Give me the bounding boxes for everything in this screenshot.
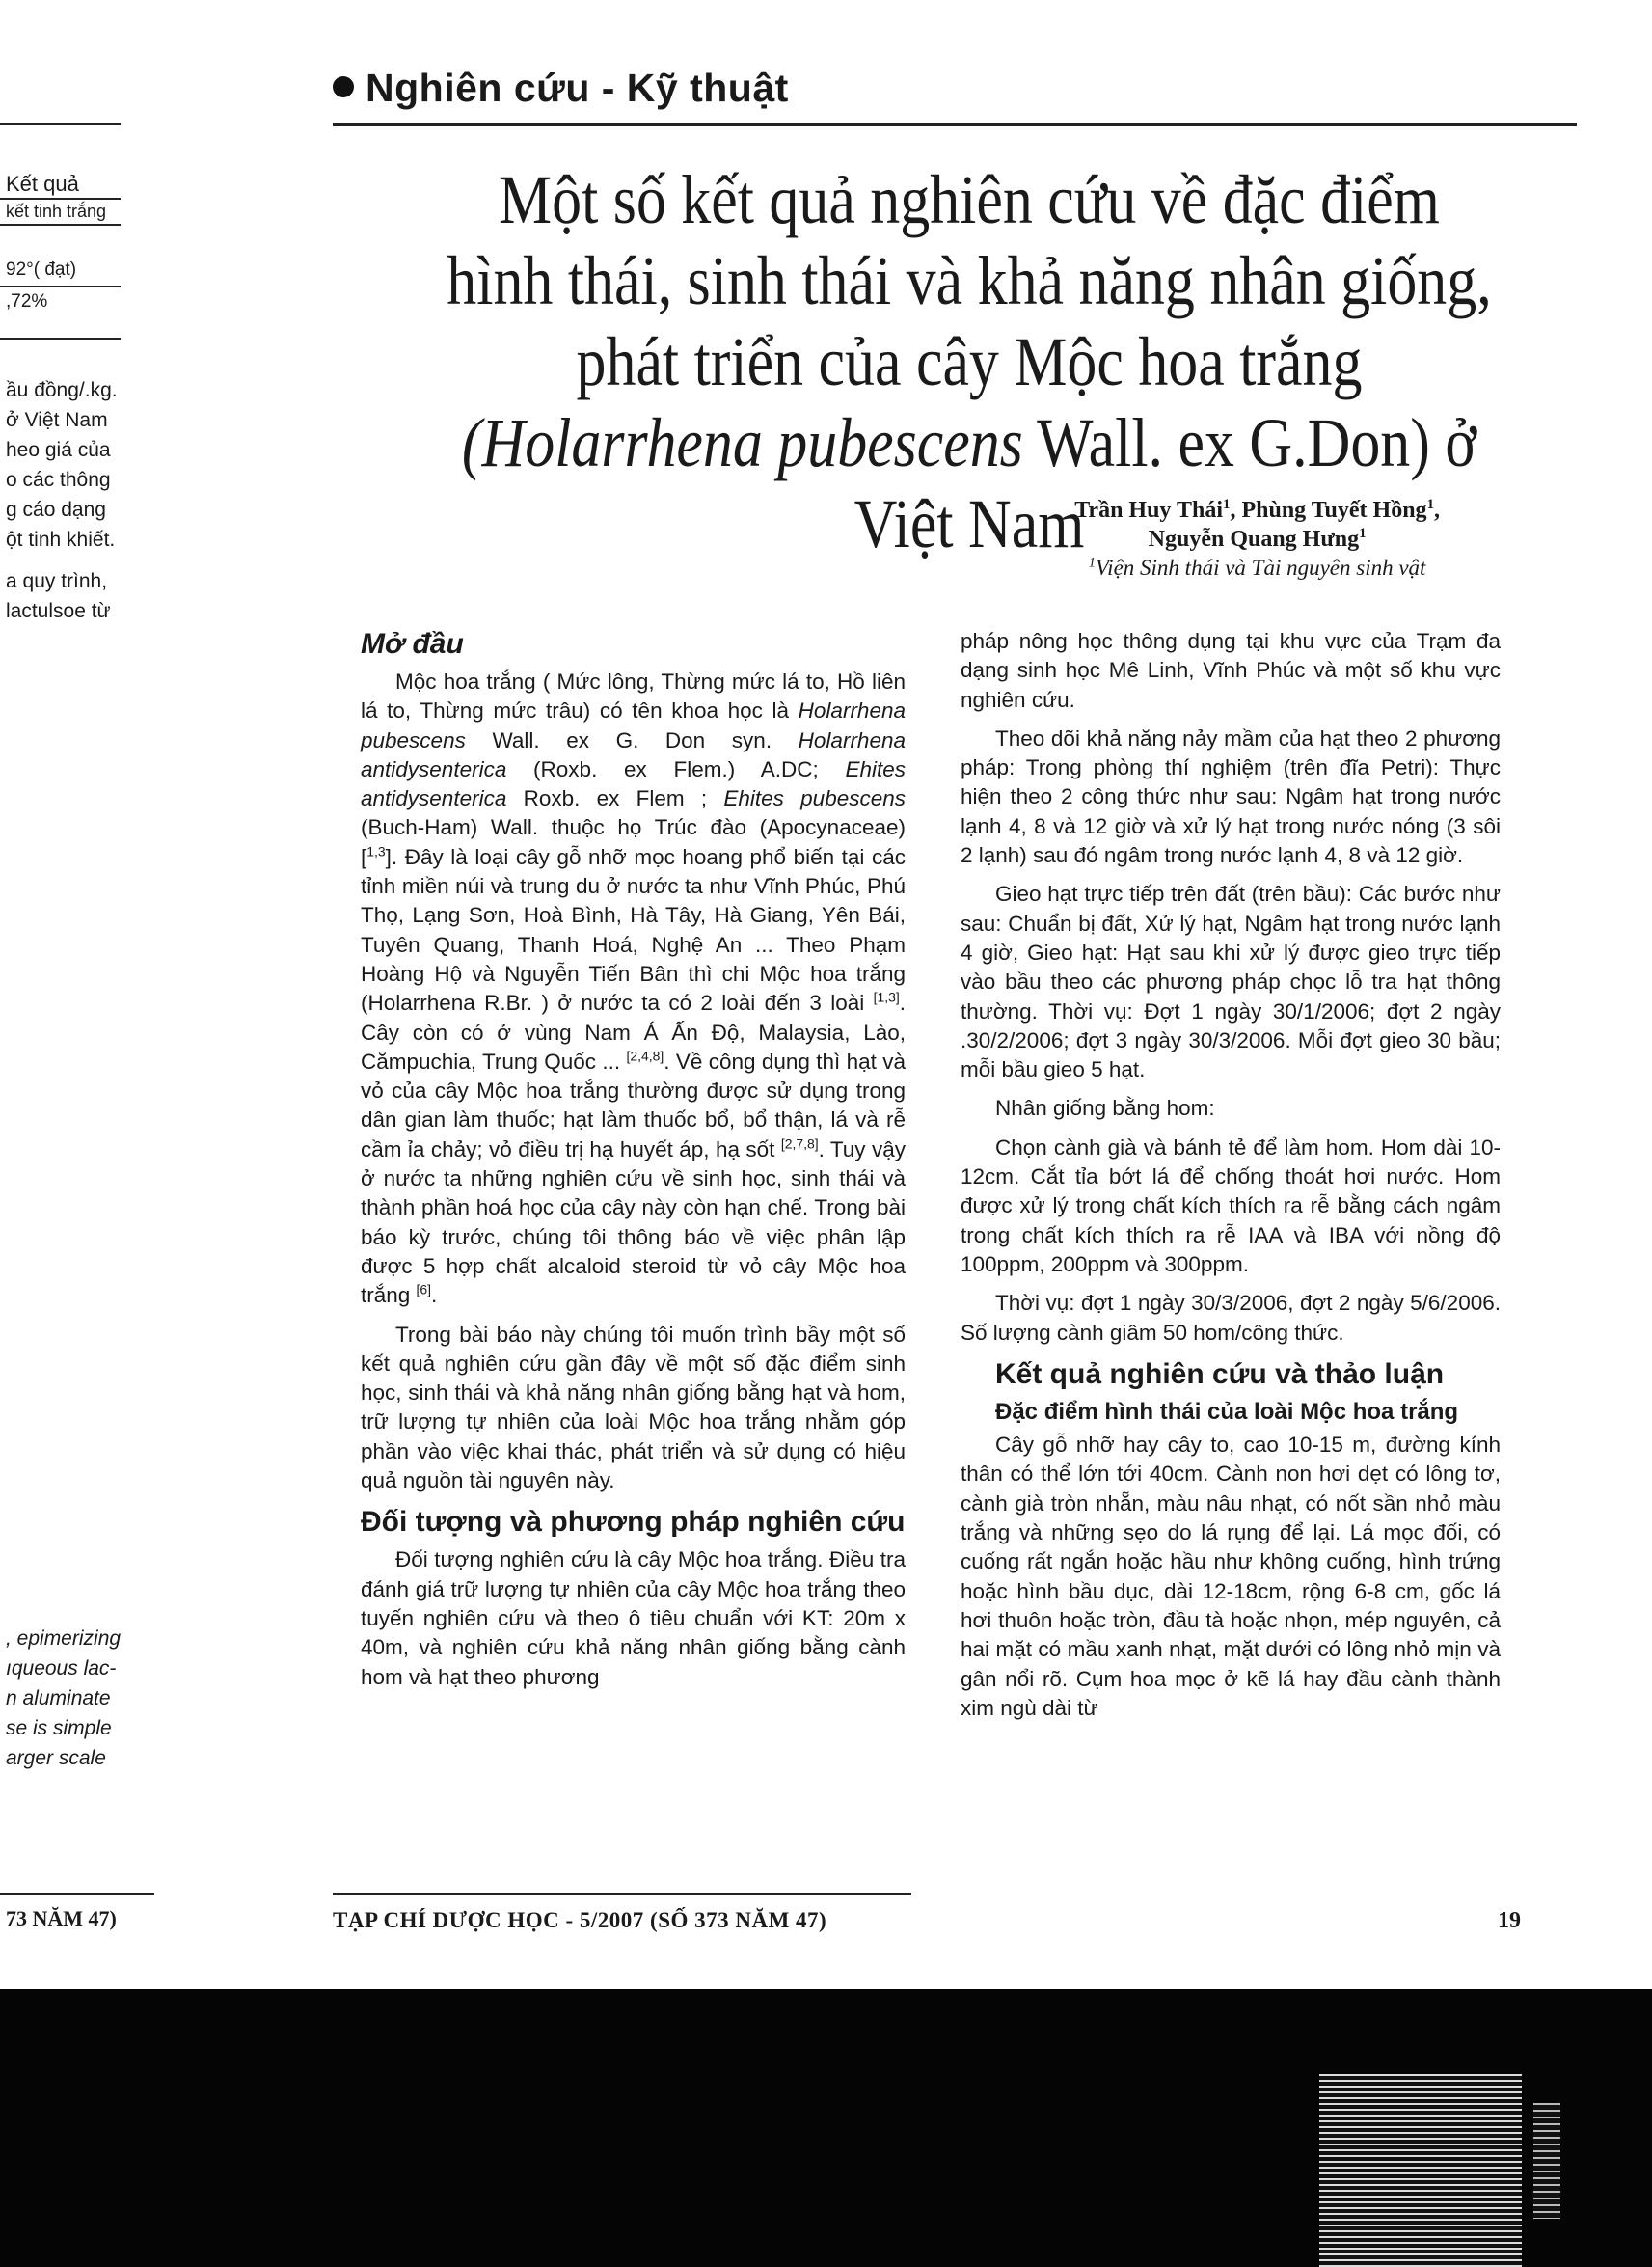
margin-line: Kết quả (6, 172, 79, 196)
margin-line: arger scale (6, 1747, 106, 1769)
margin-line: a quy trình, (6, 570, 108, 592)
margin-line: ột tinh khiết. (6, 529, 116, 551)
paragraph: Mộc hoa trắng ( Mức lông, Thừng mức lá to, Hồ liên lá to, Thừng mức trâu) có tên khoa học là Holarrhena pubescens Wall. ex G. Don syn. Holarrhena antidysenterica (Roxb. ex Flem.) A.DC; Ehites antidysenterica Roxb. ex Flem ; Ehites pubescens (Buch-Ham) Wall. thuộc họ Trúc đào (Apocynaceae) [$^{1,3}$]. Đây là loại cây gỗ nhỡ mọc hoang phổ biến tại các tỉnh miền núi và trung du ở nước ta như Vĩnh Phúc, Phú Thọ, Lạng Sơn, Hoà Bình, Hà Tây, Hà Giang, Yên Bái, Tuyên Quang, Thanh Hoá, Nghệ An ... Theo Phạm Hoàng Hộ và Nguyễn Tiến Bân thì chi Mộc hoa trắng (Holarrhena R.Br. ) ở nước ta có 2 loài đến 3 loài [1,3]. Cây còn có ở vùng Nam Á Ấn Độ, Malaysia, Lào, Cămpuchia, Trung Quốc ... [2,4,8]. Về công dụng thì hạt và vỏ của cây Mộc hoa trắng thường được sử dụng trong dân gian làm thuốc; hạt làm thuốc bổ, bổ thận, lá và rễ cầm ỉa chảy; vỏ điều trị hạ huyết áp, hạ sốt [2,7,8]. Tuy vậy ở nước ta những nghiên cứu về sinh học, sinh thái và thành phần hoá học của cây này còn hạn chế. Trong bài báo kỳ trước, chúng tôi thông báo về việc phân lập được 5 hợp chất alcaloid steroid từ vỏ cây Mộc hoa trắng [6]. (361, 669, 907, 1308)
section-header (333, 66, 789, 111)
paragraph: Gieo hạt trực tiếp trên đất (trên bầu): Các bước như sau: Chuẩn bị đất, Xử lý hạt, Ngâm hạt trong nước lạnh 4 giờ, Gieo hạt: Hạt sau khi xử lý được gieo trực tiếp vào bầu theo các phương pháp chọc lỗ tra hạt thông thường. Thời vụ: Đợt 1 ngày 30/1/2006; đợt 2 ngày .30/2/2006; đợt 3 ngày 30/3/2006. Mỗi đợt gieo 30 bầu; mỗi bầu gieo 5 hạt. (961, 882, 1501, 1082)
margin-line: n aluminate (6, 1687, 111, 1709)
author-line: Trần Huy Thái$^1$, Phùng Tuyết Hồng$^1$, (1074, 497, 1440, 523)
margin-line: lactulsoe từ (6, 600, 111, 622)
author-line: Nguyễn Quang Hưng$^1$ (1148, 526, 1367, 552)
margin-line: o các thông (6, 469, 111, 491)
affiliation: $^1$Viện Sinh thái và Tài nguyên sinh vật (1088, 555, 1426, 580)
previous-page-fragment (0, 0, 154, 1930)
header-rule (333, 123, 1577, 126)
paragraph: pháp nông học thông dụng tại khu vực của Trạm đa dạng sinh học Mê Linh, Vĩnh Phúc và một số khu vực nghiên cứu. (961, 629, 1501, 712)
margin-line: 92°( đạt) (6, 259, 77, 280)
margin-line: heo giá của (6, 439, 111, 461)
margin-line: kết tinh trắng (6, 202, 107, 221)
heading-methods: Đối tượng và phương pháp nghiên cứu (361, 1506, 906, 1539)
scan-stripe-artifact (1319, 2074, 1522, 2267)
margin-line: ở Việt Nam (6, 409, 108, 431)
paragraph: Thời vụ: đợt 1 ngày 30/3/2006, đợt 2 ngày 5/6/2006. Số lượng cành giâm 50 hom/công thức. (961, 1291, 1501, 1345)
title-species: (Holarrhena pubescens (461, 404, 1023, 481)
margin-line: ầu đồng/.kg. (6, 379, 118, 401)
left-column (361, 627, 906, 1702)
heading-morphology: Đặc điểm hình thái của loài Mộc hoa trắng (995, 1398, 1459, 1425)
scan-stripe-artifact (1533, 2103, 1560, 2219)
paragraph: Đối tượng nghiên cứu là cây Mộc hoa trắng. Điều tra đánh giá trữ lượng tự nhiên của cây Mộc hoa trắng theo tuyến nghiên cứu và theo ô tiêu chuẩn với KT: 20m x 40m, và nghiên cứu khả năng nhân giống bằng cành hom và hạt theo phương (361, 1547, 906, 1689)
margin-line: se is simple (6, 1717, 112, 1739)
heading-results: Kết quả nghiên cứu và thảo luận (995, 1357, 1445, 1390)
paragraph: Nhân giống bằng hom: (995, 1096, 1215, 1121)
bullet-icon (333, 76, 354, 97)
heading-intro: Mở đầu (361, 628, 464, 660)
margin-line: , epimerizing (6, 1627, 122, 1650)
right-column (961, 627, 1501, 1733)
paragraph: Chọn cành già và bánh tẻ để làm hom. Hom dài 10-12cm. Cắt tỉa bớt lá để chống thoát hơi nước. Hom được xử lý trong chất kích thích ra rễ bằng cách ngâm trong chất kích thích ra rễ IAA và IBA với nồng độ 100ppm, 200ppm và 300ppm. (961, 1134, 1501, 1276)
margin-footer: 73 NĂM 47) (6, 1906, 117, 1930)
margin-line: ıqueous lac- (6, 1657, 117, 1680)
title-text-end: Wall. ex G.Don) ở Việt Nam (853, 404, 1477, 562)
journal-footer: TẠP CHÍ DƯỢC HỌC - 5/2007 (SỐ 373 NĂM 47) (333, 1908, 827, 1932)
margin-line: ,72% (6, 291, 48, 312)
section-label: Nghiên cứu - Kỹ thuật (366, 66, 789, 110)
paragraph: Theo dõi khả năng nảy mầm của hạt theo 2 phương pháp: Trong phòng thí nghiệm (trên đĩa Petri): Thực hiện theo 2 công thức như sau: Ngâm hạt trong nước lạnh 4, 8 và 12 giờ và xử lý hạt trong nước nóng (3 sôi 2 lạnh) sau đó ngâm trong nước lạnh 4, 8 và 12 giờ. (961, 725, 1501, 868)
paragraph: Cây gỗ nhỡ hay cây to, cao 10-15 m, đường kính thân có thể lớn tới 40cm. Cành non hơi dẹt có lông tơ, cành già tròn nhẵn, màu nâu nhạt, có nốt sần nhỏ màu trắng và những sẹo do lá rụng để lại. Lá mọc đối, có cuống rất ngắn hoặc hầu như không cuống, hình trứng hoặc hình bầu dục, dài 12-18cm, rộng 6-8 cm, gốc lá hơi thuôn hoặc tròn, đầu tà hoặc nhọn, mép nguyên, cả hai mặt có mầu xanh nhạt, mặt dưới có lông nhỏ mịn và gân nổi rõ. Cụm hoa mọc ở kẽ lá hay đầu cành thành xim ngù dài từ (961, 1433, 1501, 1720)
authors-block (1074, 496, 1440, 583)
margin-line: g cáo dạng (6, 499, 106, 521)
paragraph: Trong bài báo này chúng tôi muốn trình bầy một số kết quả nghiên cứu gần đây về một số đặc điểm sinh học, sinh thái và khả năng nhân giống bằng hạt và hom, trữ lượng tự nhiên của loài Mộc hoa trắng nhằm góp phần vào việc khai thác, phát triển và sử dụng có hiệu quả nguồn tài nguyên này. (361, 1322, 906, 1493)
footer-rule (333, 1893, 911, 1895)
page-number: 19 (1498, 1908, 1521, 1933)
title-text: Một số kết quả nghiên cứu về đặc điểm hình thái, sinh thái và khả năng nhân giống, phát triển của cây Mộc hoa trắng (447, 161, 1492, 400)
